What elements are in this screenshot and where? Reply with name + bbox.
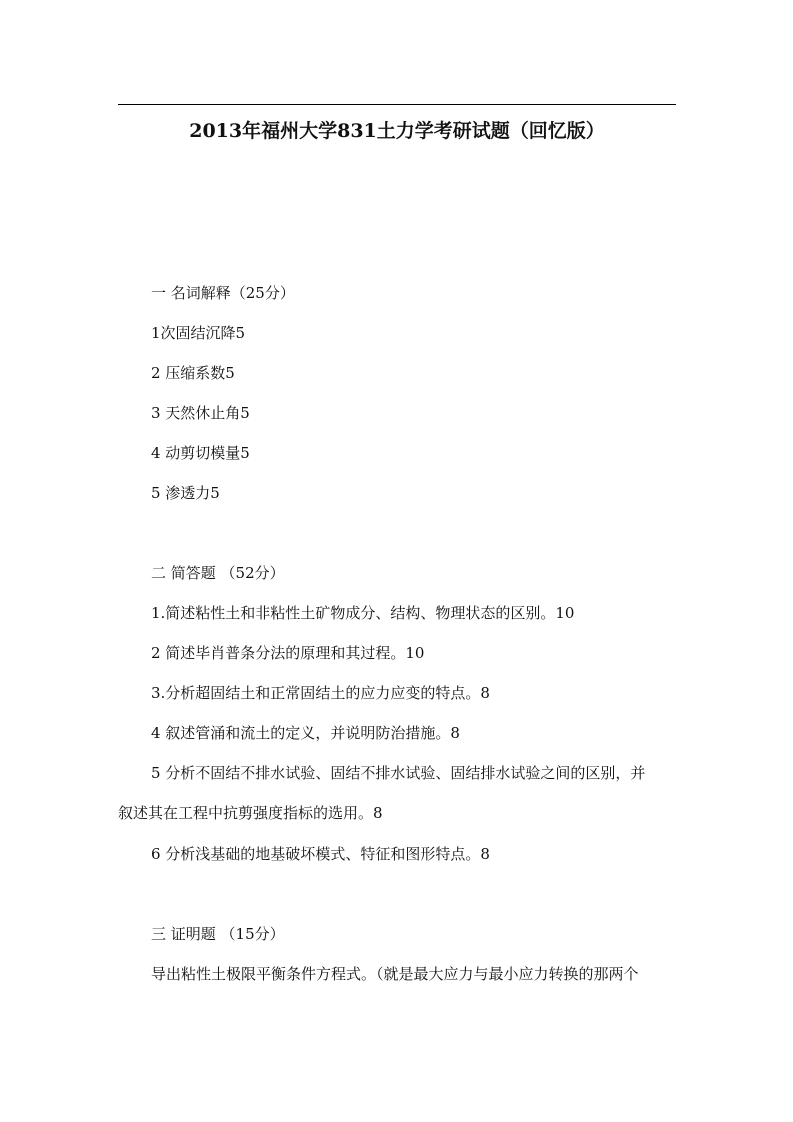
section-2-heading: 二 简答题 （52分） xyxy=(151,564,285,582)
section-2-item: 4 叙述管涌和流土的定义，并说明防治措施。8 xyxy=(151,724,460,742)
section-2-item: 5 分析不固结不排水试验、固结不排水试验、固结排水试验之间的区别，并 xyxy=(151,764,646,782)
header-rule xyxy=(118,104,676,105)
section-3-item: 导出粘性土极限平衡条件方程式。（就是最大应力与最小应力转换的那两个 xyxy=(151,965,639,983)
section-1-item: 4 动剪切模量5 xyxy=(151,444,250,462)
section-1-heading: 一 名词解释（25分） xyxy=(151,284,295,302)
section-1-item: 2 压缩系数5 xyxy=(151,364,235,382)
section-2-item: 1.简述粘性土和非粘性土矿物成分、结构、物理状态的区别。10 xyxy=(151,604,575,622)
section-1-item: 1次固结沉降5 xyxy=(151,324,246,342)
section-2-item: 2 简述毕肖普条分法的原理和其过程。10 xyxy=(151,644,425,662)
section-2-item-continuation: 叙述其在工程中抗剪强度指标的选用。8 xyxy=(118,804,383,822)
section-1-item: 5 渗透力5 xyxy=(151,484,220,502)
section-2-item: 6 分析浅基础的地基破坏模式、特征和图形特点。8 xyxy=(151,845,490,863)
section-2-item: 3.分析超固结土和正常固结土的应力应变的特点。8 xyxy=(151,684,490,702)
document-title: 2013年福州大学831土力学考研试题（回忆版） xyxy=(189,120,605,142)
section-1-item: 3 天然休止角5 xyxy=(151,404,250,422)
section-3-heading: 三 证明题 （15分） xyxy=(151,925,285,943)
